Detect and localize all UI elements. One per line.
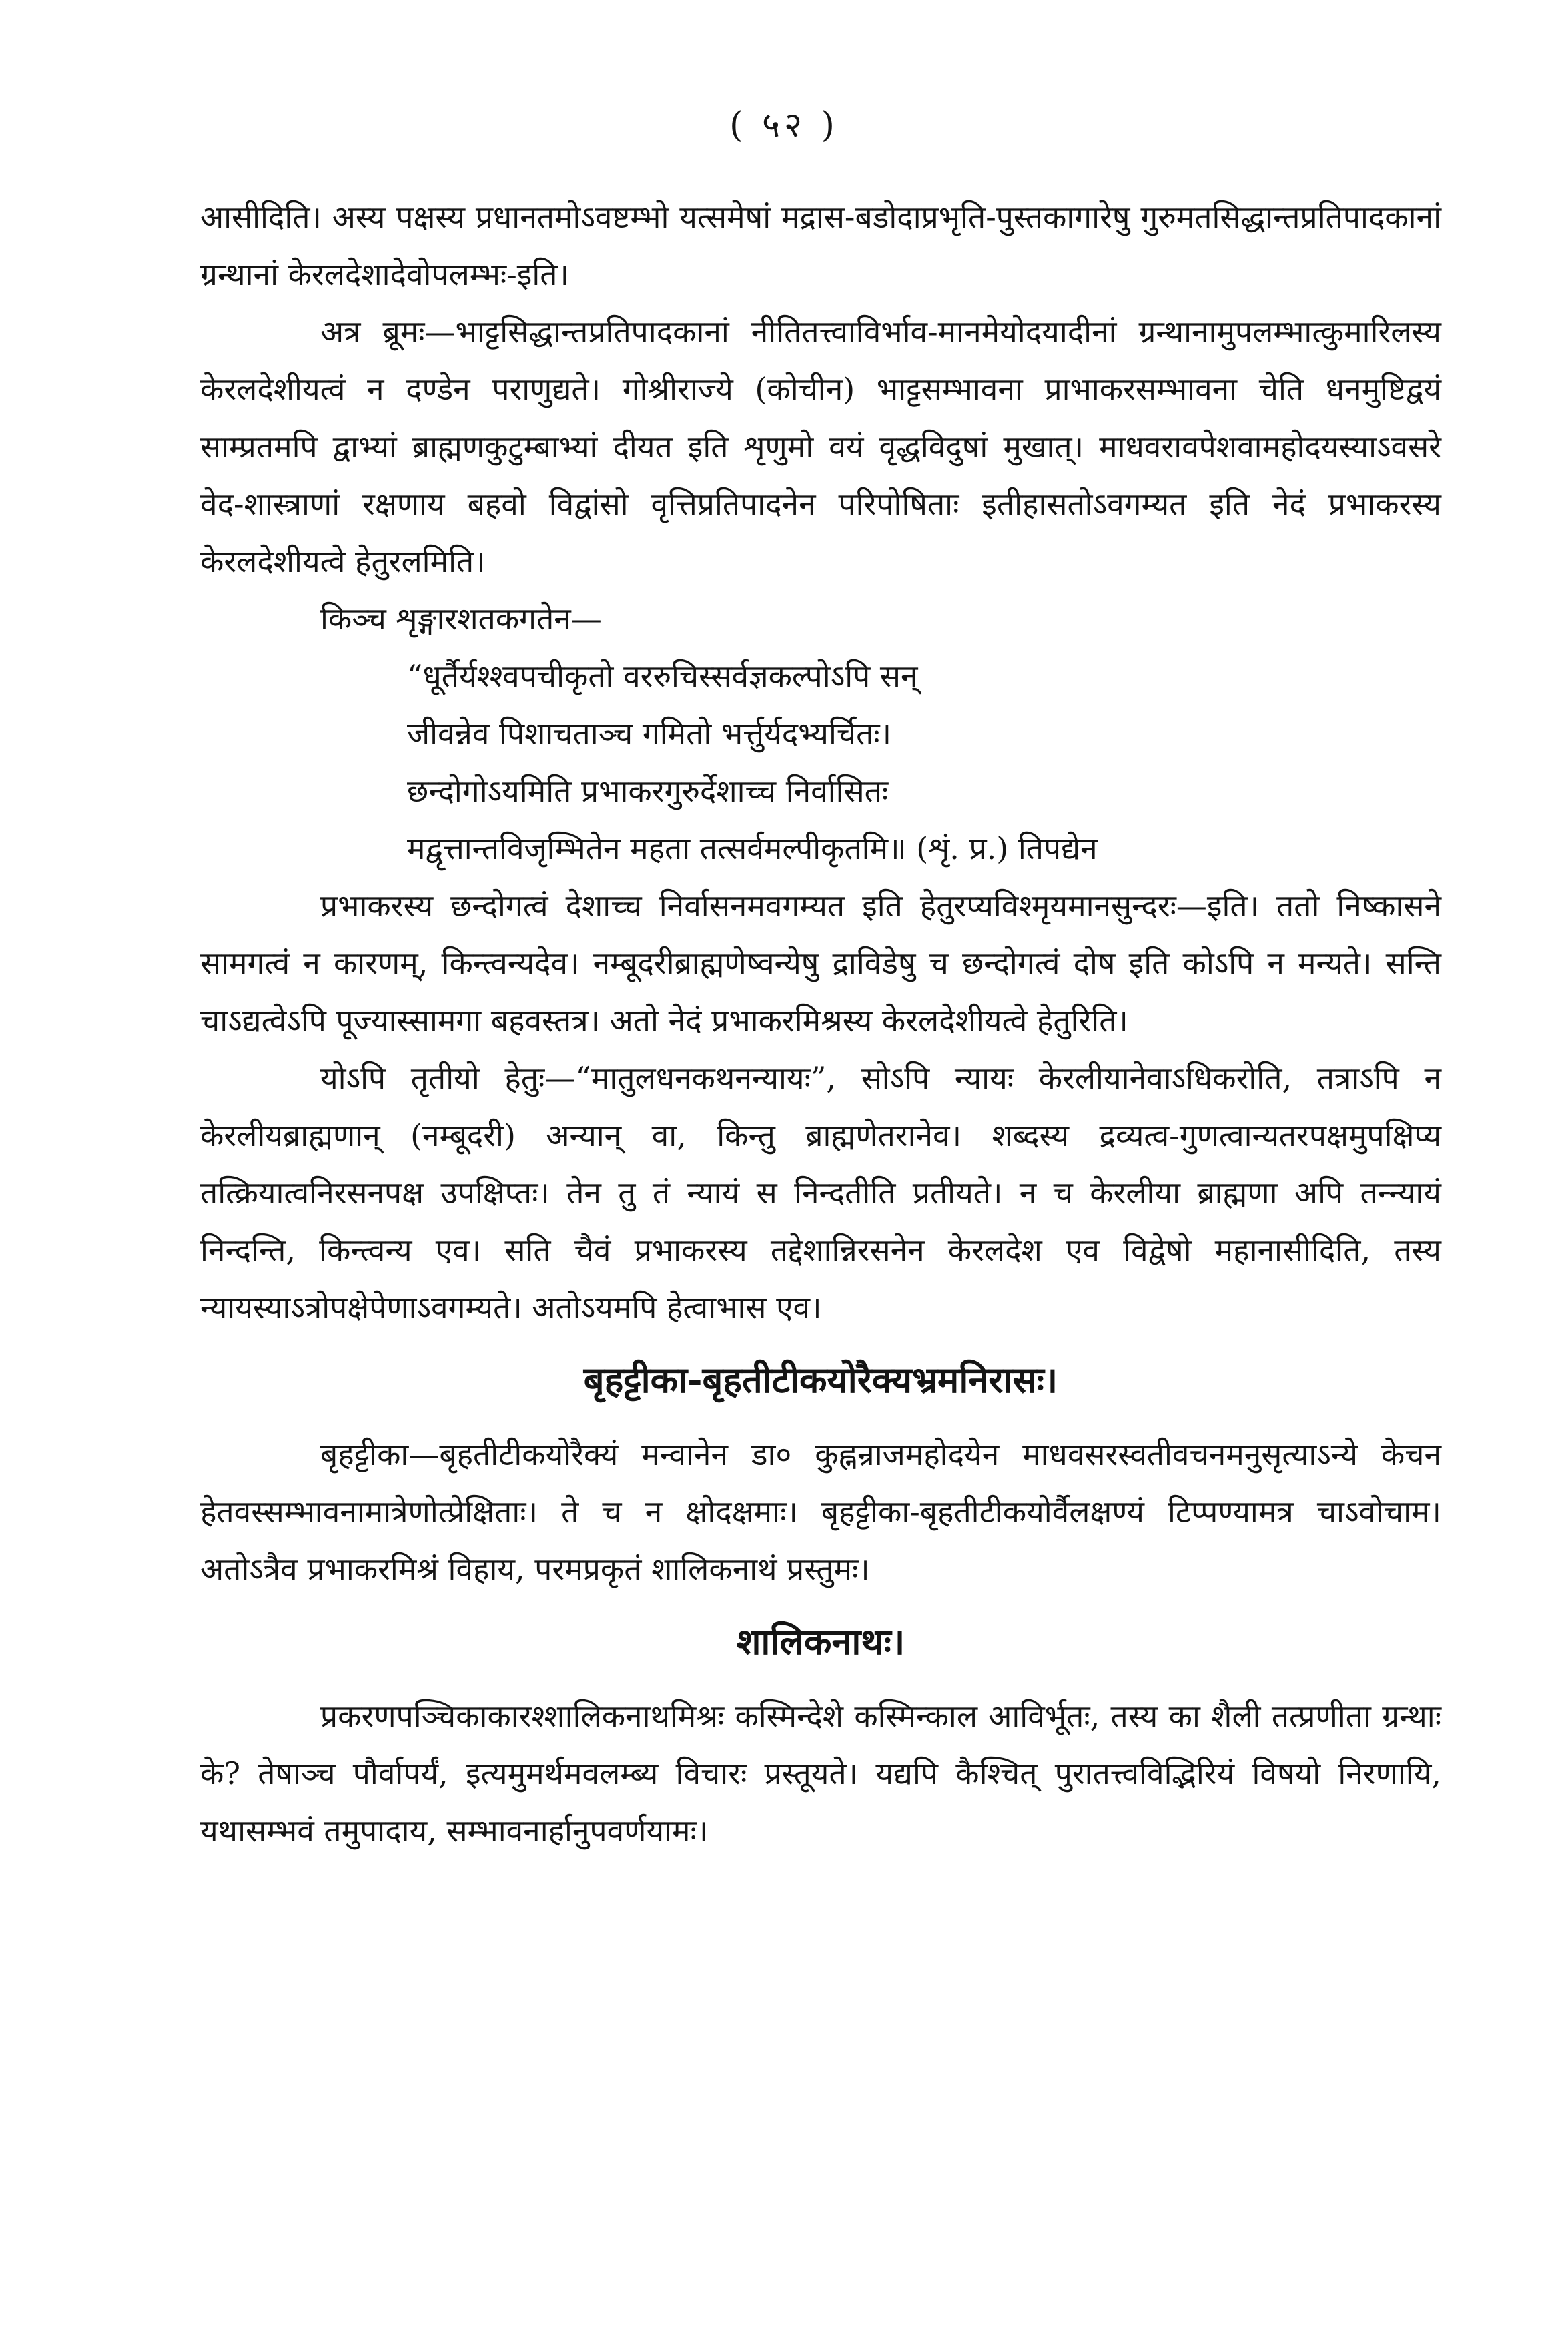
page-number: ( ५२ ) [729,105,839,145]
paragraph-continuation: आसीदिति। अस्य पक्षस्य प्रधानतमोऽवष्टम्भो यत्समेषां मद्रास-बडोदाप्रभृति-पुस्तकागारेषु गुरुमतसिद्धान्तप्रतिपादकानां ग्रन्थानां केरलदेशादेवोपलम्भः-इति। [200,199,1441,292]
paragraph-chandoga: प्रभाकरस्य छन्दोगत्वं देशाच्च निर्वासनमवगम्यत इति हेतुरप्यविश्मृयमानसुन्दरः—इति। ततो निष्कासने सामगत्वं न कारणम्, किन्त्वन्यदेव। नम्बूदरीब्राह्मणेष्वन्येषु द्राविडेषु च छन्दोगत्वं दोष इति कोऽपि न मन्यते। सन्ति चाऽद्यत्वेऽपि पूज्यास्सामगा बहवस्तत्र। अतो नेदं प्रभाकरमिश्रस्य केरलदेशीयत्वे हेतुरिति। [200,888,1441,1039]
verse-line: छन्दोगोऽयमिति प्रभाकरगुरुर्देशाच्च निर्वासितः [407,773,889,809]
paragraph-third-reason: योऽपि तृतीयो हेतुः—“मातुलधनकथनन्यायः”, सोऽपि न्यायः केरलीयानेवाऽधिकरोति, तत्राऽपि न केरलीयब्राह्मणान् (नम्बूदरी) अन्यान् वा, किन्तु ब्राह्मणेतरानेव। शब्दस्य द्रव्यत्व-गुणत्वान्यतरपक्षमुपक्षिप्य तत्क्रियात्वनिरसनपक्ष उपक्षिप्तः। तेन तु तं न्यायं स निन्दतीति प्रतीयते। न च केरलीया ब्राह्मणा अपि तन्न्यायं निन्दन्ति, किन्त्वन्य एव। सति चैवं प्रभाकरस्य तद्देशान्निरसनेन केरलदेश एव विद्वेषो महानासीदिति, तस्य न्यायस्याऽत्रोपक्षेपेणाऽवगम्यते। अतोऽयमपि हेत्वाभास एव। [200,1060,1441,1326]
paragraph-shalikanatha: प्रकरणपञ्चिकाकारश्शालिकनाथमिश्रः कस्मिन्देशे कस्मिन्काल आविर्भूतः, तस्य का शैली तत्प्रणीता ग्रन्थाः के? तेषाञ्च पौर्वापर्यं, इत्यमुमर्थमवलम्ब्य विचारः प्रस्तूयते। यद्यपि कैश्चित् पुरातत्त्वविद्भिरियं विषयो निरणायि, यथासम्भवं तमुपादाय, सम्भावनार्हानुपवर्णयामः। [200,1698,1441,1849]
verse-line: मद्वृत्तान्तविजृम्भितेन महता तत्सर्वमल्पीकृतमि॥ (शृं. प्र.) तिपद्येन [407,830,1098,866]
verse-line: जीवन्नेव पिशाचताञ्च गमितो भर्त्तुर्यदभ्यर्चितः। [407,715,892,752]
paragraph-bhatta-argument: अत्र ब्रूमः—भाट्टसिद्धान्तप्रतिपादकानां नीतितत्त्वाविर्भाव-मानमेयोदयादीनां ग्रन्थानामुपलम्भात्कुमारिलस्य केरलदेशीयत्वं न दण्डेन पराणुद्यते। गोश्रीराज्ये (कोचीन) भाट्टसम्भावना प्राभाकरसम्भावना चेति धनमुष्टिद्वयं साम्प्रतमपि द्वाभ्यां ब्राह्मणकुटुम्बाभ्यां दीयत इति शृणुमो वयं वृद्धविदुषां मुखात्। माधवरावपेशवामहोदयस्याऽवसरे वेद-शास्त्राणां रक्षणाय बहवो विद्वांसो वृत्तिप्रतिपादनेन परिपोषिताः इतीहासतोऽवगम्यत इति नेदं प्रभाकरस्य केरलदेशीयत्वे हेतुरलमिति। [200,314,1441,579]
section-heading-shalikanatha: शालिकनाथः। [736,1620,905,1663]
verse-introduction: किञ्च शृङ्गारशतकगतेन— [320,601,602,637]
paragraph-brhattika: बृहट्टीका—बृहतीटीकयोरैक्यं मन्वानेन डा० कुह्नन्राजमहोदयेन माधवसरस्वतीवचनमनुसृत्याऽन्ये केचन हेतवस्सम्भावनामात्रेणोत्प्रेक्षिताः। ते च न क्षोदक्षमाः। बृहट्टीका-बृहतीटीकयोर्वैलक्षण्यं टिप्पण्यामत्र चाऽवोचाम। अतोऽत्रैव प्रभाकरमिश्रं विहाय, परमप्रकृतं शालिकनाथं प्रस्तुमः। [200,1436,1441,1587]
section-heading-brhattika: बृहट्टीका-बृहतीटीकयोरैक्यभ्रमनिरासः। [583,1358,1058,1401]
body-text [200,188,1441,1859]
verse-line: “धूर्तैर्यश्श्वपचीकृतो वररुचिस्सर्वज्ञकल्पोऽपि सन् [407,658,918,694]
